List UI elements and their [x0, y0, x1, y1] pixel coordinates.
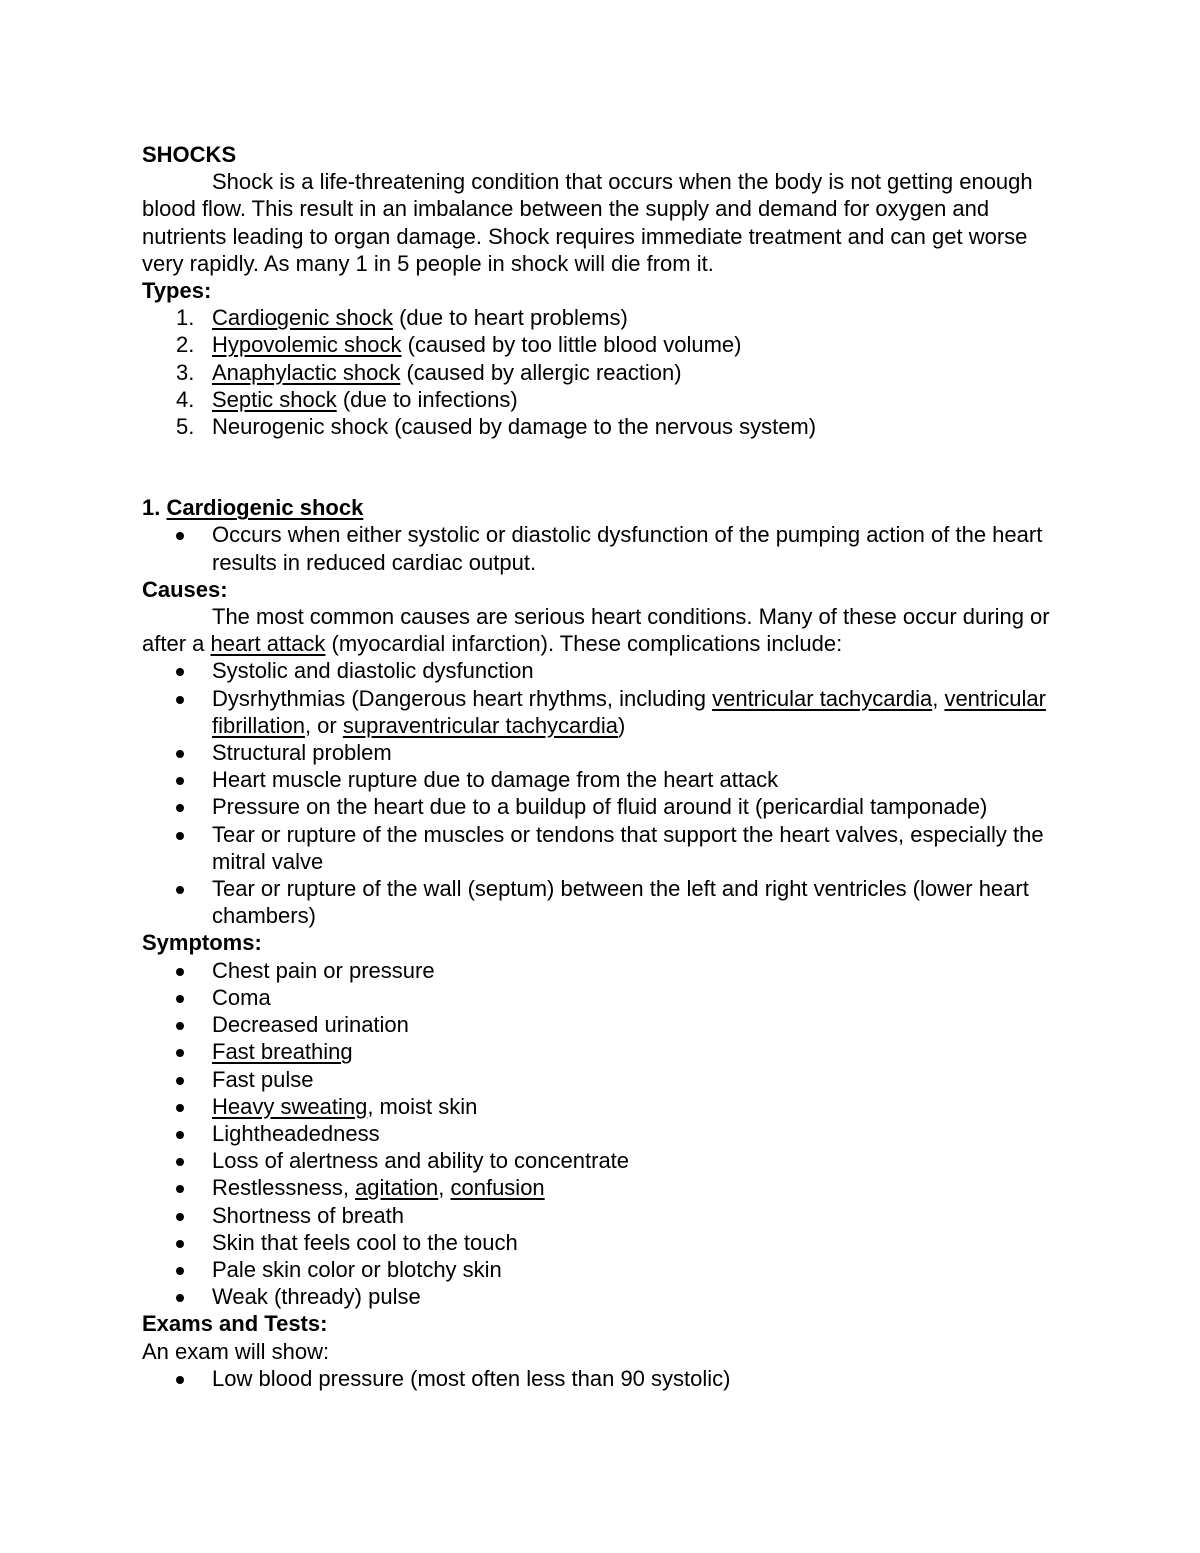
- list-item-text: Tear or rupture of the wall (septum) between the left and right ventricles (lower heart chambers): [212, 876, 1029, 929]
- list-item: [142, 1256, 1062, 1283]
- list-item-text: Systolic and diastolic dysfunction: [212, 658, 534, 684]
- list-item-text: Pressure on the heart due to a buildup of fluid around it (pericardial tamponade): [212, 794, 988, 820]
- cardiogenic-shock-link[interactable]: Cardiogenic shock: [212, 305, 393, 331]
- types-list-item: [142, 413, 1062, 440]
- symptoms-list: [142, 957, 1062, 1311]
- types-list-item: [142, 331, 1062, 358]
- list-item-text: Decreased urination: [212, 1012, 409, 1038]
- list-item: [142, 1147, 1062, 1174]
- list-item-text: (due to infections): [336, 386, 518, 412]
- list-item: [142, 875, 1062, 929]
- exams-list: [142, 1365, 1062, 1392]
- list-item-text: ): [617, 712, 626, 738]
- list-number: 5.: [176, 414, 195, 440]
- bullet-icon: [176, 696, 184, 704]
- document-title: SHOCKS: [142, 142, 237, 167]
- bullet-icon: [176, 1240, 184, 1248]
- bullet-icon: [176, 1104, 184, 1112]
- bullet-icon: [176, 1077, 184, 1085]
- septic-shock-link[interactable]: Septic shock: [212, 386, 337, 412]
- list-item-text: Structural problem: [212, 740, 392, 766]
- types-list-item: [142, 304, 1062, 331]
- list-item: [142, 685, 1062, 739]
- bullet-icon: [176, 1158, 184, 1166]
- list-item-text: ,: [438, 1175, 451, 1201]
- list-item-text: , moist skin: [367, 1093, 478, 1119]
- list-item-text: Loss of alertness and ability to concentrate: [212, 1148, 630, 1174]
- bullet-icon: [176, 1213, 184, 1221]
- causes-heading: Causes:: [142, 576, 228, 602]
- list-item: [142, 1093, 1062, 1120]
- list-item-text: (caused by allergic reaction): [400, 359, 682, 385]
- bullet-icon: [176, 1185, 184, 1193]
- bullet-icon: [176, 1267, 184, 1275]
- list-item-text: Restlessness,: [212, 1175, 356, 1201]
- types-heading: Types:: [142, 278, 212, 304]
- list-item: [142, 1202, 1062, 1229]
- list-item-text: Lightheadedness: [212, 1120, 380, 1146]
- bullet-icon: [176, 1131, 184, 1139]
- causes-list: [142, 657, 1062, 929]
- list-item-text: ,: [932, 685, 945, 711]
- types-list-item: [142, 359, 1062, 386]
- intro-paragraph: Shock is a life-threatening condition that occurs when the body is not getting enough blood flow. This result in an imbalance between the supply and demand for oxygen and nutrients leading to organ damage. Shock requires immediate treatment and can get worse very rapidly. As many 1 in 5 people in shock will die from it.: [142, 169, 1033, 276]
- anaphylactic-shock-link[interactable]: Anaphylactic shock: [212, 359, 401, 385]
- list-item-text: Low blood pressure (most often less than 90 systolic): [212, 1365, 731, 1391]
- section-heading-link[interactable]: Cardiogenic shock: [166, 495, 364, 521]
- list-item-text: Tear or rupture of the muscles or tendons that support the heart valves, especially the mitral valve: [212, 821, 1044, 874]
- bullet-icon: [176, 886, 184, 894]
- types-list: [142, 304, 1062, 440]
- confusion-link[interactable]: confusion: [450, 1175, 545, 1201]
- exams-heading: Exams and Tests:: [142, 1311, 328, 1337]
- symptoms-heading: Symptoms:: [142, 930, 262, 956]
- bullet-icon: [176, 750, 184, 758]
- agitation-link[interactable]: agitation: [355, 1175, 439, 1201]
- definition-list: [142, 521, 1062, 575]
- list-item: [142, 1174, 1062, 1201]
- list-item: [142, 1283, 1062, 1310]
- list-item-text: Skin that feels cool to the touch: [212, 1229, 518, 1255]
- section-number: 1.: [142, 495, 167, 521]
- exams-intro: An exam will show:: [142, 1338, 330, 1364]
- section-heading: [142, 494, 1062, 521]
- bullet-icon: [176, 1022, 184, 1030]
- definition-text: Occurs when either systolic or diastolic dysfunction of the pumping action of the heart results in reduced cardiac output.: [212, 522, 1043, 575]
- list-item: [142, 766, 1062, 793]
- bullet-icon: [176, 968, 184, 976]
- list-item: [142, 1011, 1062, 1038]
- list-item: [142, 1120, 1062, 1147]
- list-item: [142, 1365, 1062, 1392]
- list-item: [142, 984, 1062, 1011]
- bullet-icon: [176, 832, 184, 840]
- list-item: [142, 1038, 1062, 1065]
- heavy-sweating-link[interactable]: Heavy sweating: [212, 1093, 368, 1119]
- fast-breathing-link[interactable]: Fast breathing: [212, 1039, 353, 1065]
- types-list-item: [142, 386, 1062, 413]
- list-item: [142, 821, 1062, 875]
- supraventricular-tachycardia-link[interactable]: supraventricular tachycardia: [342, 712, 618, 738]
- list-item: [142, 957, 1062, 984]
- list-item-text: (caused by too little blood volume): [401, 332, 742, 358]
- list-item: [142, 1066, 1062, 1093]
- list-item: [142, 657, 1062, 684]
- list-item-text: Chest pain or pressure: [212, 957, 435, 983]
- list-item: [142, 793, 1062, 820]
- bullet-icon: [176, 532, 184, 540]
- list-item: [142, 739, 1062, 766]
- list-item: [142, 1229, 1062, 1256]
- ventricular-fibrillation-link[interactable]: ventricular fibrillation: [212, 685, 1046, 738]
- bullet-icon: [176, 668, 184, 676]
- list-item-text: (due to heart problems): [392, 305, 628, 331]
- list-item-text: Fast pulse: [212, 1066, 314, 1092]
- bullet-icon: [176, 1376, 184, 1384]
- list-number: 3.: [176, 359, 195, 385]
- bullet-icon: [176, 1049, 184, 1057]
- list-item-text: Pale skin color or blotchy skin: [212, 1256, 502, 1282]
- list-item-text: Heart muscle rupture due to damage from the heart attack: [212, 767, 779, 793]
- bullet-icon: [176, 777, 184, 785]
- document-page: [142, 141, 1062, 1392]
- causes-intro: [142, 603, 1062, 657]
- list-item-text: Shortness of breath: [212, 1202, 405, 1228]
- list-item-text: Coma: [212, 984, 271, 1010]
- causes-intro-text: The most common causes are serious heart conditions. Many of these occur during or after a: [142, 604, 1050, 657]
- ventricular-tachycardia-link[interactable]: ventricular tachycardia: [712, 685, 933, 711]
- section-spacer: [142, 440, 1062, 494]
- bullet-icon: [176, 995, 184, 1003]
- bullet-icon: [176, 804, 184, 812]
- bullet-icon: [176, 1294, 184, 1302]
- list-number: 2.: [176, 332, 195, 358]
- list-item-text: Neurogenic shock (caused by damage to the nervous system): [212, 414, 817, 440]
- heart-attack-link[interactable]: heart attack: [210, 631, 326, 657]
- causes-intro-text: (myocardial infarction). These complications include:: [325, 631, 843, 657]
- list-item-text: Weak (thready) pulse: [212, 1284, 421, 1310]
- list-number: 1.: [176, 305, 195, 331]
- list-item: [142, 521, 1062, 575]
- hypovolemic-shock-link[interactable]: Hypovolemic shock: [212, 332, 402, 358]
- list-item-text: , or: [304, 712, 343, 738]
- list-number: 4.: [176, 386, 195, 412]
- list-item-text: Dysrhythmias (Dangerous heart rhythms, including: [212, 685, 713, 711]
